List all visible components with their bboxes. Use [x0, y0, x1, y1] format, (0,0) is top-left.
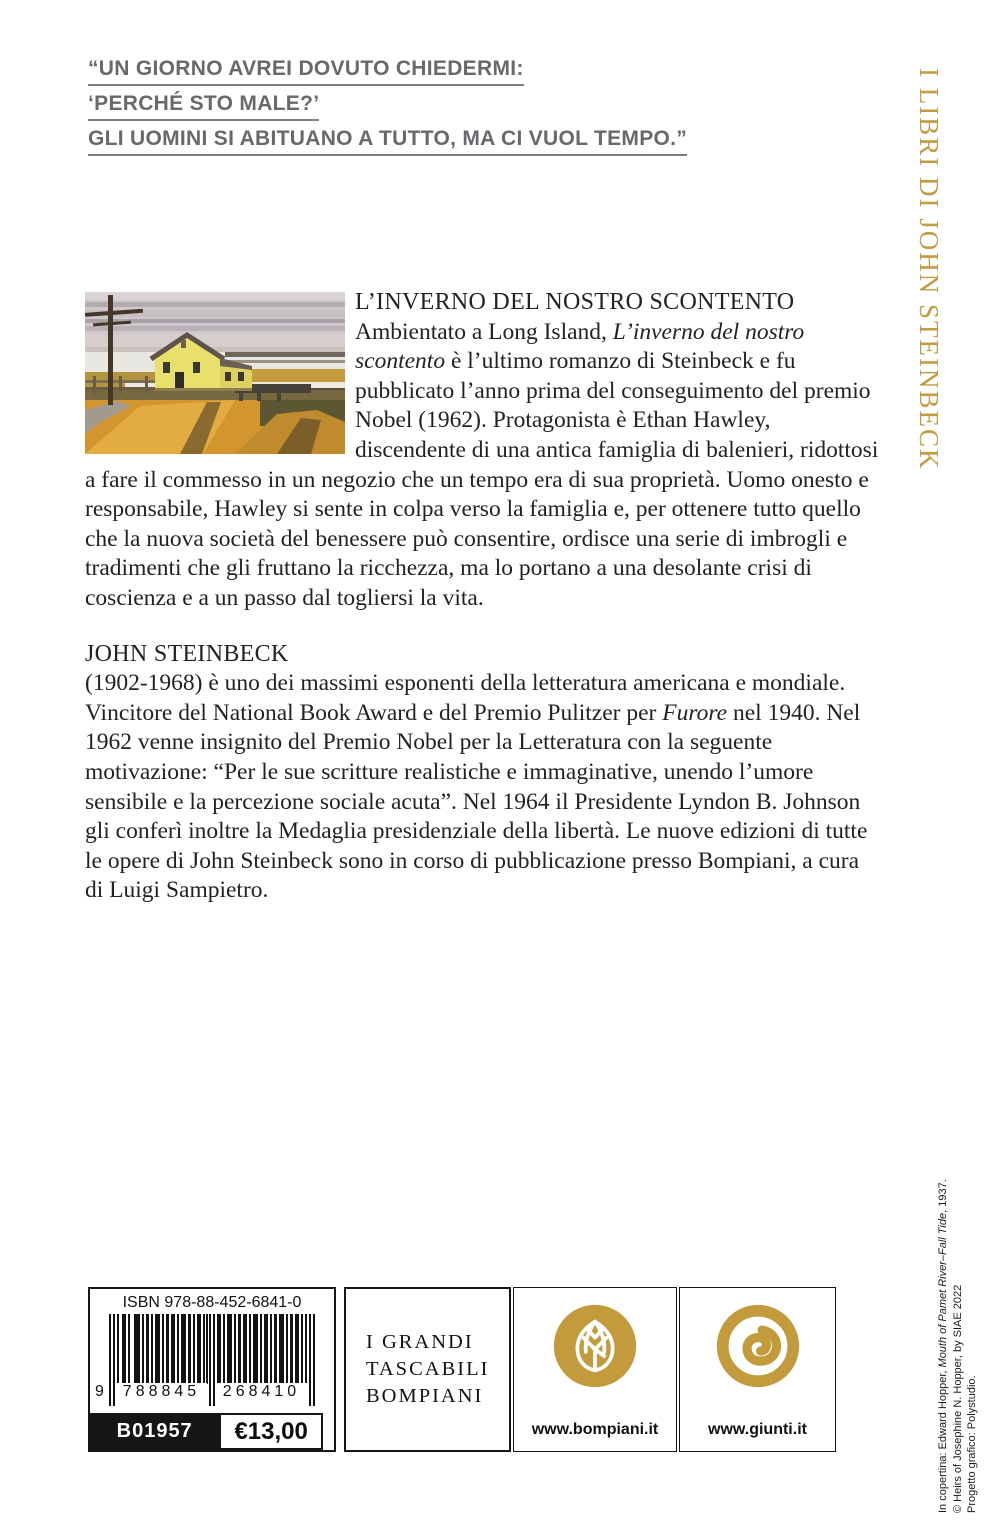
imprint-line-2: TASCABILI: [366, 1358, 490, 1380]
ean-digit-group-2: 268410: [216, 1383, 307, 1401]
isbn-label: ISBN 978-88-452-6841-0: [122, 1294, 302, 1311]
price-tag: €13,00: [219, 1413, 323, 1450]
credit-line-1: In copertina: Edward Hopper, Mouth of Pamet River–Fall Tide, 1937.: [937, 1179, 949, 1513]
ean-barcode: [95, 1314, 315, 1406]
bompiani-logo-box: [513, 1287, 677, 1452]
giunti-spiral-logo-icon: [716, 1304, 800, 1388]
cover-quote: [88, 57, 687, 162]
author-heading: JOHN STEINBECK: [85, 640, 289, 667]
imprint-line-1: I GRANDI: [366, 1331, 474, 1353]
ean-digit-first: 9: [92, 1383, 107, 1401]
ean-digit-group-1: 788845: [116, 1383, 207, 1401]
imprint-line-3: BOMPIANI: [366, 1385, 484, 1407]
imprint-box: [344, 1287, 511, 1452]
credit-line-3: Progetto grafico: Polystudio.: [966, 1375, 978, 1513]
hopper-painting-illustration: [85, 292, 345, 454]
imprint-text: [346, 1329, 489, 1410]
main-text-column: [85, 288, 883, 906]
code-price-row: [90, 1413, 334, 1450]
book-title-heading: L’INVERNO DEL NOSTRO SCONTENTO: [355, 289, 795, 315]
cover-artwork-hopper-painting: [85, 292, 345, 454]
quote-line-2: ‘PERCHÉ STO MALE?’: [88, 92, 319, 121]
bompiani-url: www.bompiani.it: [531, 1421, 659, 1438]
giunti-url: www.giunti.it: [708, 1421, 807, 1438]
book-synopsis: Ambientato a Long Island, L’inverno del nostro scontento è l’ultimo romanzo di Steinbeck e fu pubblicato l’anno prima del conseguimento del premio Nobel (1962). Protagonista è Ethan Hawley, discendente di una antica famiglia di balenieri, ridottosi a fare il commesso in un negozio che un tempo era di sua proprietà. Uomo onesto e responsabile, Hawley si sente in colpa verso la famiglia e, per ottenere tutto quello che la nuova società del benessere può consentire, ordisce una serie di imbrogli e tradimenti che gli fruttano la ricchezza, ma lo portano a una desolante crisi di coscienza e a un passo dal togliersi la vita.: [85, 318, 879, 611]
quote-line-1: “UN GIORNO AVREI DOVUTO CHIEDERMI:: [88, 57, 524, 86]
bompiani-flower-logo-icon: [553, 1304, 637, 1388]
giunti-logo-box: [679, 1287, 836, 1452]
barcode-box: [88, 1287, 336, 1452]
edition-code: B01957: [90, 1413, 219, 1450]
ean-digits: [95, 1383, 315, 1405]
series-title-vertical: I LIBRI DI JOHN STEINBECK: [914, 68, 944, 471]
credit-line-2: © Heirs of Josephine N. Hopper, by SIAE 2022: [951, 1284, 964, 1513]
author-bio: (1902-1968) è uno dei massimi esponenti della letteratura americana e mondiale. Vincitore del National Book Award e del Premio Pulitzer per Furore nel 1940. Nel 1962 venne insignito del Premio Nobel per la Letteratura con la seguente motivazione: “Per le sue scritture realistiche e immaginative, unendo l’umore sensibile e la percezione sociale acuta”. Nel 1964 il Presidente Lyndon B. Johnson gli conferì inoltre la Medaglia presidenziale della libertà. Le nuove edizioni di tutte le opere di John Steinbeck sono in corso di pubblicazione presso Bompiani, a cura di Luigi Sampietro.: [85, 670, 868, 904]
artwork-credits: [936, 1095, 980, 1513]
quote-line-3: GLI UOMINI SI ABITUANO A TUTTO, MA CI VUOL TEMPO.”: [88, 127, 687, 156]
